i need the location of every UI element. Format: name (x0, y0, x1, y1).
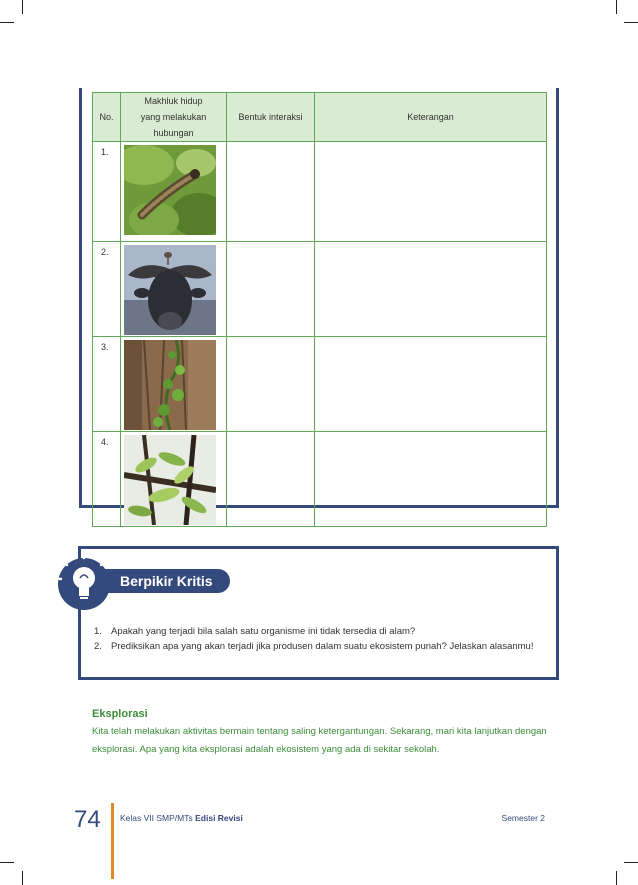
footer-edition: Edisi Revisi (195, 813, 243, 823)
question-number: 2. (94, 641, 102, 652)
caterpillar-photo (124, 145, 216, 235)
header-makhluk: Makhluk hidup yang melakukan hubungan (121, 93, 227, 142)
organism-cell (121, 337, 227, 432)
buffalo-photo (124, 245, 216, 335)
question-text: Prediksikan apa yang akan terjadi jika produsen dalam suatu ekosistem punah? Jelaskan alasanmu! (111, 641, 534, 652)
list-item (94, 624, 534, 639)
berpikir-kritis-box (78, 546, 559, 680)
table-header-row (93, 93, 547, 142)
eksplorasi-text: Kita telah melakukan aktivitas bermain tentang saling ketergantungan. Sekarang, mari kita lanjutkan dengan eksplorasi. Apa yang kita eksplorasi adalah ekosistem yang ada di sekitar sekolah. (92, 726, 547, 755)
row-number: 3. (93, 337, 121, 432)
row-number: 2. (93, 242, 121, 337)
footer-divider (111, 803, 114, 879)
crop-mark (616, 871, 617, 885)
question-list (94, 624, 534, 654)
crop-mark (624, 862, 638, 863)
keterangan-cell[interactable] (315, 142, 547, 242)
footer-book: Kelas VII SMP/MTs (120, 813, 193, 823)
bentuk-interaksi-cell[interactable] (227, 432, 315, 527)
crop-mark (22, 0, 23, 14)
bentuk-interaksi-cell[interactable] (227, 242, 315, 337)
crop-mark (624, 22, 638, 23)
table-row (93, 142, 547, 242)
crop-mark (0, 862, 14, 863)
keterangan-cell[interactable] (315, 242, 547, 337)
bentuk-interaksi-cell[interactable] (227, 142, 315, 242)
berpikir-kritis-title: Berpikir Kritis (104, 569, 230, 593)
header-bentuk: Bentuk interaksi (227, 93, 315, 142)
keterangan-cell[interactable] (315, 337, 547, 432)
question-number: 1. (94, 626, 102, 637)
crop-mark (0, 22, 14, 23)
page-number: 74 (74, 806, 101, 833)
row-number: 4. (93, 432, 121, 527)
organism-cell (121, 432, 227, 527)
organism-cell (121, 242, 227, 337)
question-text: Apakah yang terjadi bila salah satu organisme ini tidak tersedia di alam? (111, 626, 416, 637)
crop-mark (22, 871, 23, 885)
orchid-photo (124, 435, 216, 525)
row-number: 1. (93, 142, 121, 242)
bentuk-interaksi-cell[interactable] (227, 337, 315, 432)
table-row (93, 432, 547, 527)
header-no: No. (93, 93, 121, 142)
vine-on-trunk-photo (124, 340, 216, 430)
table-row (93, 242, 547, 337)
organism-cell (121, 142, 227, 242)
keterangan-cell[interactable] (315, 432, 547, 527)
eksplorasi-title: Eksplorasi (92, 708, 148, 720)
footer-semester: Semester 2 (501, 813, 545, 823)
list-item (94, 639, 534, 654)
crop-mark (616, 0, 617, 14)
interaction-table (92, 92, 547, 527)
header-keterangan: Keterangan (315, 93, 547, 142)
table-row (93, 337, 547, 432)
footer-book-info (120, 813, 243, 823)
